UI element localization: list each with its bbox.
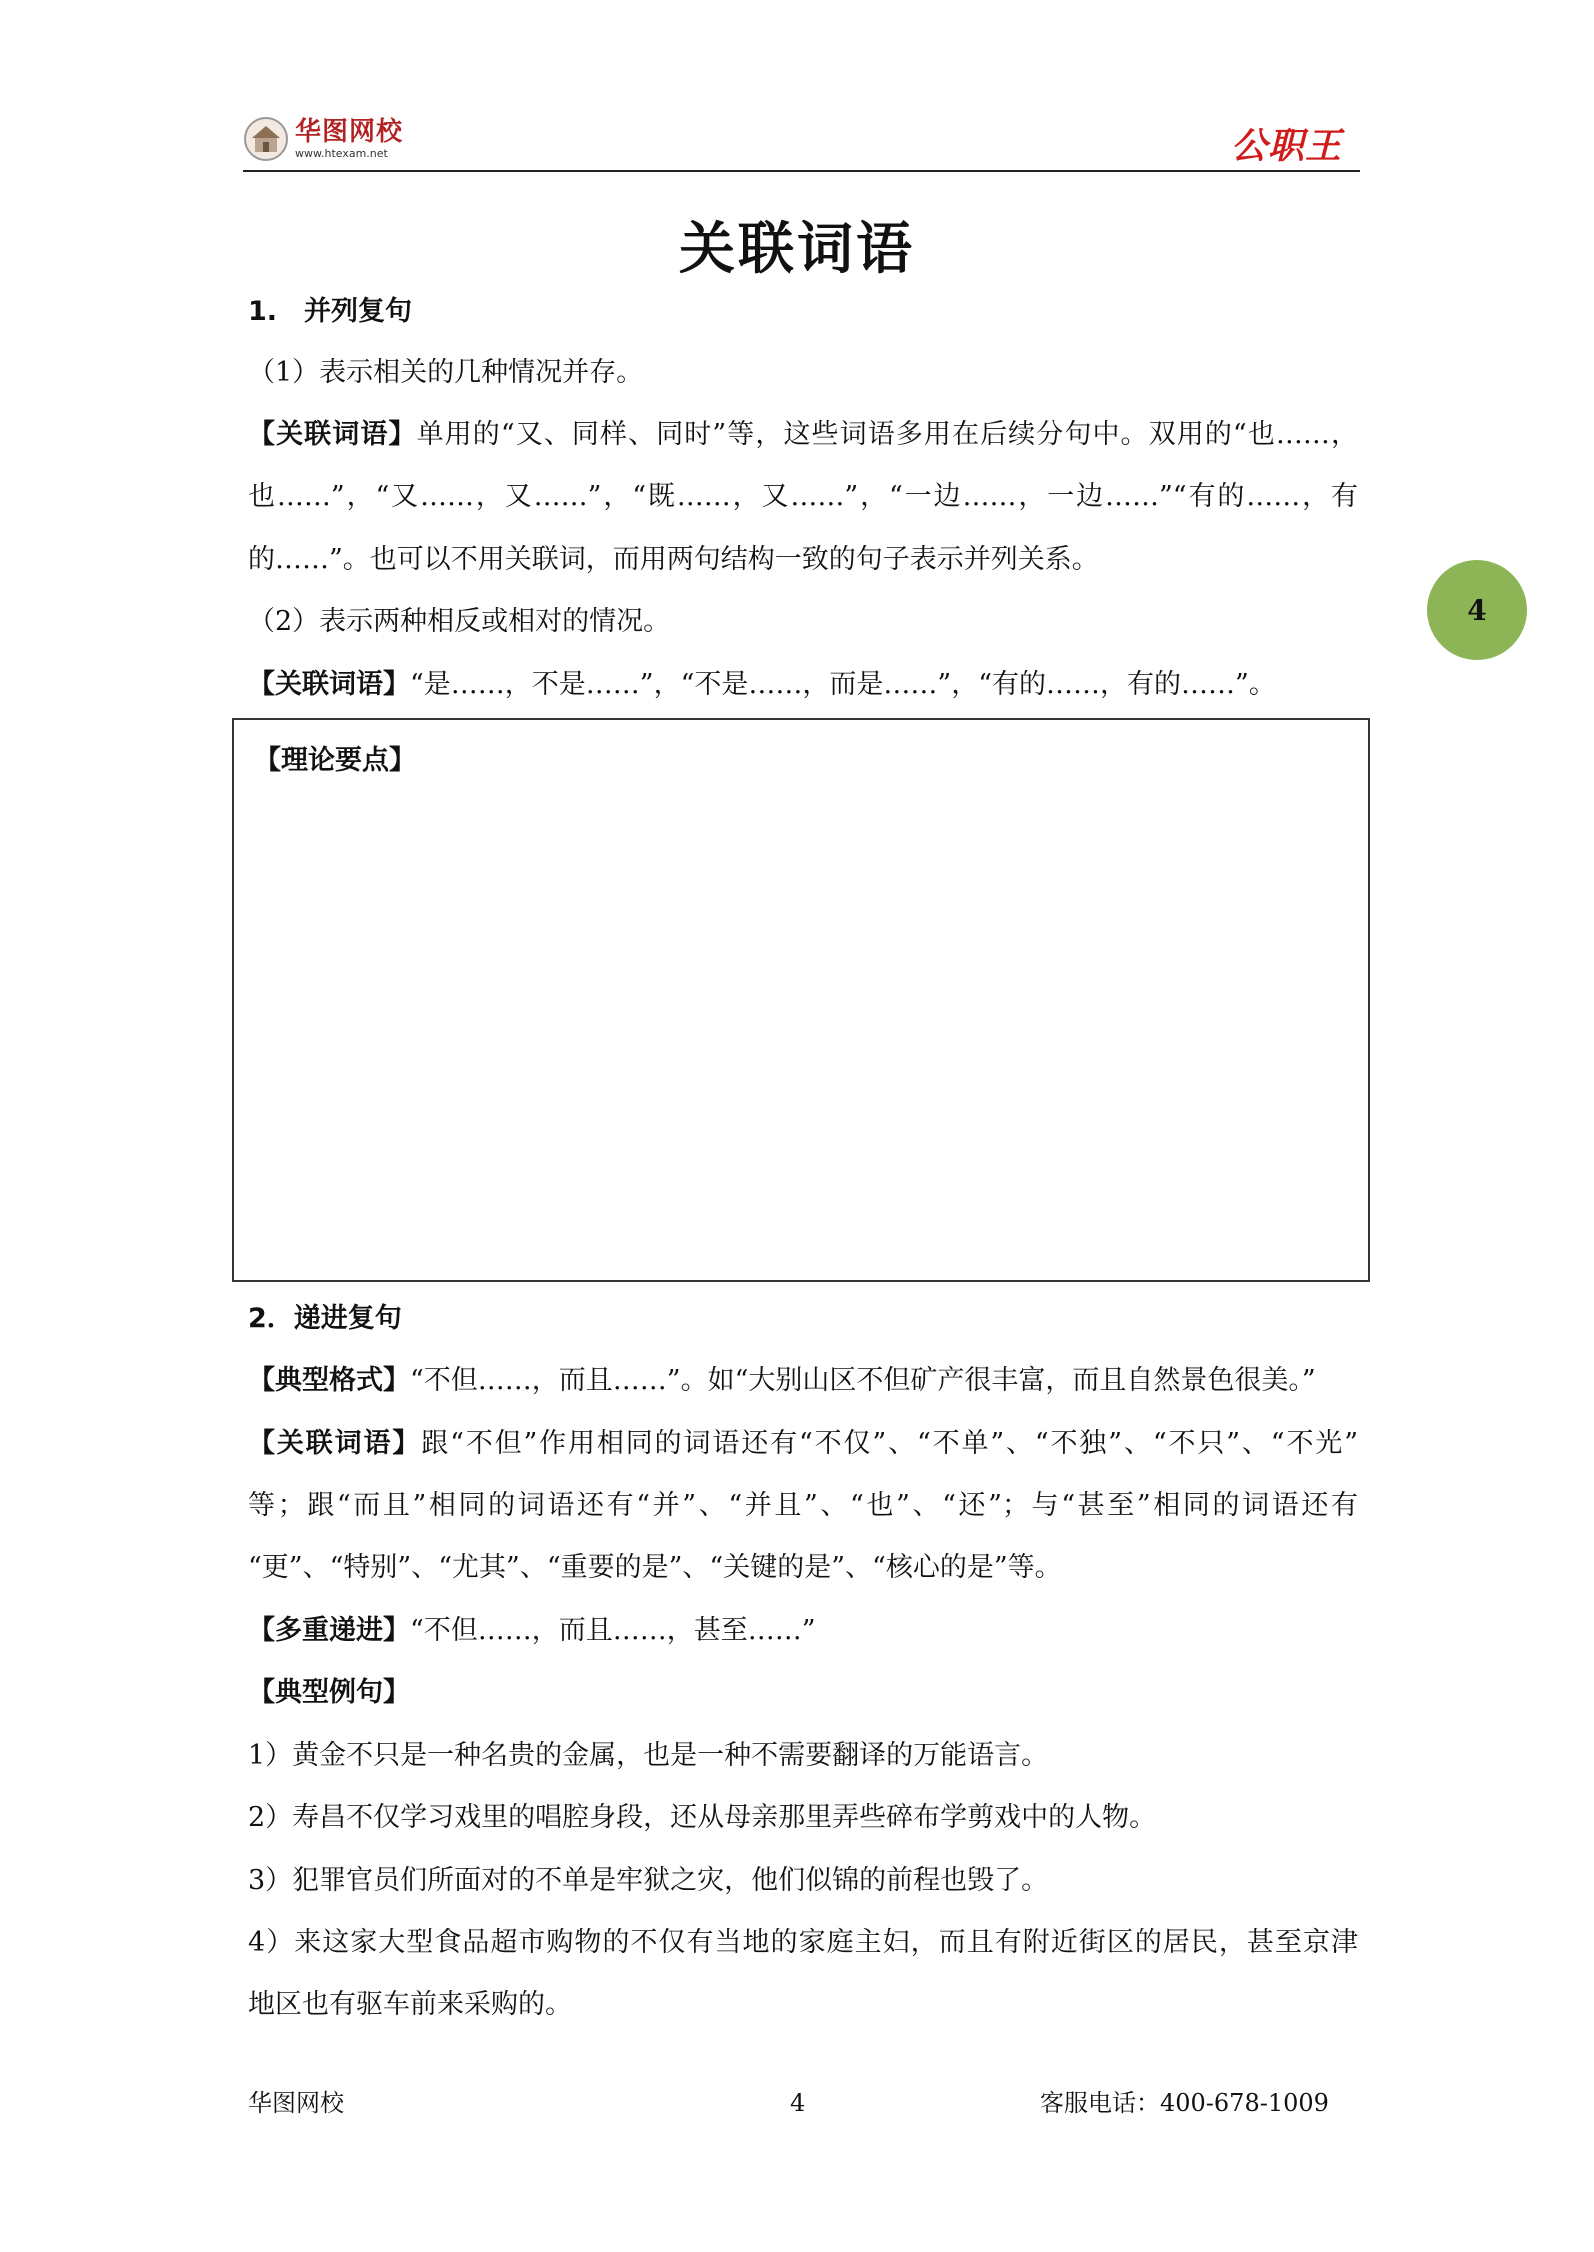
theory-box-label: 【理论要点】 <box>254 745 416 776</box>
footer-hotline: 客服电话：400-678-1009 <box>1040 2089 1329 2117</box>
subpoint-1: （1）表示相关的几种情况并存。 <box>248 357 644 388</box>
paragraph-line: 等；跟“而且”相同的词语还有“并”、“并且”、“也”、“还”；与“甚至”相同的词语还有 <box>248 1490 1358 1521</box>
htexam-logo <box>243 116 403 162</box>
example-sentence: 地区也有驱车前来采购的。 <box>248 1989 572 2020</box>
example-sentence: 4）来这家大型食品超市购物的不仅有当地的家庭主妇，而且有附近街区的居民，甚至京津 <box>248 1927 1358 1958</box>
paragraph-text: 单用的“又、同样、同时”等，这些词语多用在后续分句中。双用的“也……， <box>416 419 1358 450</box>
footer-page-number: 4 <box>790 2089 806 2117</box>
page-header <box>243 112 1360 172</box>
paragraph-text: 跟“不但”作用相同的词语还有“不仅”、“不单”、“不独”、“不只”、“不光” <box>421 1428 1359 1459</box>
section-heading-parallel: 1. 并列复句 <box>248 296 413 327</box>
paragraph-text: “是……，不是……”，“不是……，而是……”，“有的……，有的……”。 <box>410 669 1276 700</box>
paragraph-text: “不但……，而且……，甚至……” <box>410 1615 816 1646</box>
paragraph-line <box>248 418 1358 452</box>
bracket-label: 【关联词语】 <box>248 419 417 450</box>
school-emblem-icon <box>243 116 289 162</box>
page-number-badge: 4 <box>1427 560 1527 660</box>
paragraph-line: 也……”，“又……，又……”，“既……，又……”，“一边……，一边……”“有的……，有 <box>248 481 1358 512</box>
theory-notes-box <box>232 718 1370 1282</box>
paragraph-line: “更”、“特别”、“尤其”、“重要的是”、“关键的是”、“核心的是”等。 <box>248 1552 1062 1583</box>
bracket-label: 【关联词语】 <box>248 1428 422 1459</box>
paragraph-line <box>248 1364 1316 1398</box>
examples-label: 【典型例句】 <box>248 1677 410 1708</box>
bracket-label: 【关联词语】 <box>248 669 410 700</box>
bracket-label: 【典型格式】 <box>248 1365 410 1396</box>
logo-url: www.htexam.net <box>295 147 388 160</box>
example-sentence: 1）黄金不只是一种名贵的金属，也是一种不需要翻译的万能语言。 <box>248 1740 1049 1771</box>
page-title: 关联词语 <box>679 217 915 282</box>
example-sentence: 2）寿昌不仅学习戏里的唱腔身段，还从母亲那里弄些碎布学剪戏中的人物。 <box>248 1802 1157 1833</box>
logo-chinese-name: 华图网校 <box>295 117 404 147</box>
section-heading-progressive: 2．递进复句 <box>248 1303 402 1334</box>
subpoint-2: （2）表示两种相反或相对的情况。 <box>248 606 671 637</box>
footer-brand: 华图网校 <box>248 2089 344 2117</box>
gongzhiwang-logo: 公职王 <box>1230 126 1342 167</box>
paragraph-line <box>248 668 1276 702</box>
bracket-label: 【多重递进】 <box>248 1615 410 1646</box>
paragraph-line <box>248 1427 1358 1461</box>
paragraph-text: “不但……，而且……”。如“大别山区不但矿产很丰富，而且自然景色很美。” <box>410 1365 1316 1396</box>
paragraph-line: 的……”。也可以不用关联词，而用两句结构一致的句子表示并列关系。 <box>248 544 1099 575</box>
example-sentence: 3）犯罪官员们所面对的不单是牢狱之灾，他们似锦的前程也毁了。 <box>248 1865 1049 1896</box>
paragraph-line <box>248 1614 816 1648</box>
